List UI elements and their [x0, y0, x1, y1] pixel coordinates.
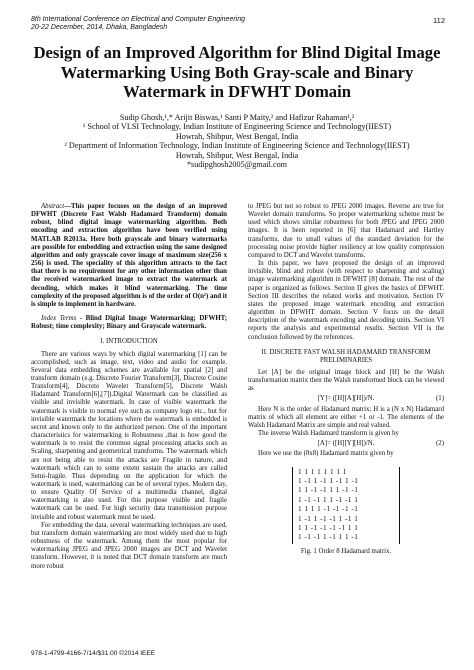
- hadamard-matrix: [292, 467, 400, 544]
- author-names: Sudip Ghosh,¹,* Arijit Biswas,¹ Santi P Maity,² and Hafizur Rahaman¹,²: [119, 113, 355, 122]
- abstract: [31, 203, 227, 309]
- matrix-row: 1 1 -1 -1 1 1 -1 -1: [298, 486, 359, 495]
- figure-caption: Fig. 1 Order 8 Hadamard matrix.: [300, 547, 392, 555]
- equation-1-text: [Y]= ([H][A][H])/N.: [317, 395, 375, 403]
- intro-paragraph-2: For embedding the data, several watermarking techniques are used, but transform domain watermarking are most widely used due to high robustness of the watermark. Among them the most popular for watermarking JPEG and JPEG 2000 images are DCT and Wavelet transform. However, it is noted that DCT domain transform are much more robust: [31, 521, 227, 570]
- section-1-heading: I. INTRODUCTION: [100, 338, 158, 346]
- author-block: [20, 113, 454, 169]
- index-terms: [31, 315, 227, 331]
- affiliation-2-location: Howrah, Shibpur, West Bengal, India: [175, 150, 299, 160]
- affiliation-1-location: Howrah, Shibpur, West Bengal, India: [175, 131, 299, 141]
- matrix-row: 1 -1 1 -1 -1 1 -1 1: [298, 514, 359, 523]
- conference-header: [31, 16, 245, 32]
- equation-2-text: [A]= ([H][Y][H])/N.: [317, 440, 375, 448]
- section-2-paragraph-1: Let [A] be the original image block and [H] be the Walsh transformation matrix then the Walsh transformed block can be viewed as: [248, 368, 444, 393]
- abstract-label: Abstract: [41, 203, 65, 210]
- page-number: 112: [433, 16, 445, 25]
- equation-2-number: (2): [436, 440, 444, 448]
- section-2-paragraph-2: Here N is the order of Hadamard matrix; H is a (N x N) Hadamard matrix of which all element are either +1 or -1. The elements of the Walsh Hadamard Matrix are simple and real valued.: [248, 405, 444, 429]
- conference-name: 8th International Conference on Electrical and Computer Engineering: [31, 16, 246, 23]
- left-column: [31, 203, 227, 571]
- index-terms-label: Index Terms: [41, 315, 77, 323]
- matrix-row: 1 -1 1 -1 1 -1 1 -1: [298, 476, 359, 485]
- author-email: *sudipghosh2005@gmail.com: [186, 160, 288, 170]
- index-terms-text: - Blind Digital Image Watermarking; DFWHT; Robust; time complexity; Binary and Grayscale watermark.: [31, 315, 227, 331]
- matrix-row: 1 1 1 1 -1 -1 -1 -1: [298, 505, 359, 514]
- right-paragraph-2: In this paper, we have proposed the design of an improved invisible, blind and robust (with respect to sharpening and scaling) image watermarking algorithm in DFWHT [8] domain. The rest of the paper is organized as follows. Section II gives the basics of DFWHT. Section III describes the related works and motivation. Section IV states the proposed image watermark encoding and extraction algorithm in DFWHT domain. Section V focus on the detail description of the watermark encoding and decoding units. Section VI reports the analysis and experimental results. Section VII is the conclusion followed by the references.: [248, 260, 444, 341]
- affiliation-1: ¹ School of VLSI Technology, Indian Institute of Engineering Science and Technology(IIEST): [82, 122, 392, 132]
- section-2-heading: II. DISCRETE FAST WALSH HADAMARD TRANSFORM PRELIMINARIES: [261, 348, 431, 364]
- intro-paragraph-1: There are various ways by which digital watermarking [1] can be accomplished, such as image, text, video and audio for example. Several data embedding schemes are available for spatial [2] and transform domain (e.g. Discrete Fourier Transform[3], Discrete Cosine Transform[4], Discrete Wavelet Transform[5], Discrete Walsh Hadamard Transform[6],[7]).Digital Watermark can be classified as visible and invisible watermark. In case of visible watermark the watermark is visible to normal eye such as company logo etc., but for invisible watermark the locations where the watermark is embedded is secret and known only to the authorized person. One of the important characteristics for watermarking is Robustness ,that is how good the watermark is to resist the common signal processing attacks such as Scaling, sharpening and geometrical transforms. The watermark which are not being able to resist the attacks are Fragile in nature, and watermark which can to some extent sustain the attacks are called Semi-fragile. Thus depending on the application for which the watermark is used, watermarking can be of several types. Modern day, to ensure Quality Of Service of a multimedia channel, digital watermarking is also used. For this purpose visible and fragile watermark can be used. For high security data transmission purpose invisible and robust watermark must be used.: [31, 350, 227, 521]
- affiliation-2: ² Department of Information Technology, Indian Institute of Engineering Science and Technology(IIEST): [64, 141, 410, 151]
- right-column: [248, 203, 444, 556]
- matrix-row: 1 -1 -1 1 1 -1 -1 1: [298, 495, 359, 504]
- matrix-row: 1 1 -1 -1 -1 -1 1 1: [298, 523, 359, 532]
- conference-date: 20-22 December, 2014, Dhaka, Bangladesh: [31, 24, 168, 31]
- abstract-text: —This paper focuses on the design of an improved DFWHT (Discrete Fast Walsh Hadamard Transform) domain robust, blind digital image watermarking algorithm. Both encoding and extraction algorithm have been verified using MATLAB R2013a. Here both grayscale and binary watermarks are possible for embedding and extraction using the same designed algorithm and only grayscale cover image of maximum size(256 x 256) is used. The speciality of this algorithm attracts to the fact that there is no requirement for any other information other than the received watermarked image to extract the watermark at decoding, which makes it blind watermarking. The time complexity of the proposed algorithm is of the order of O(n²) and it is simple to implement in hardware.: [31, 203, 227, 308]
- equation-2: [248, 440, 444, 448]
- copyright-footer: 978-1-4799-4166-7/14/$31.00 ©2014 IEEE: [31, 650, 156, 657]
- right-paragraph-1: to JPEG but not so robust to JPEG 2000 images. Reverse are true for Wavelet domain transforms. So proper watermarking scheme must be used which shows similar robustness for both JPEG and JPEG 2000 images. It is been reported in [6] that Hadamard and Hartley transforms, due to small values of the standard deviation for the processing noise provide higher resiliency at low quality compression compared to DCT and Wavelet transforms.: [248, 203, 444, 259]
- matrix-row: 1 -1 -1 1 -1 1 1 -1: [298, 533, 359, 542]
- equation-1-number: (1): [436, 395, 444, 403]
- paper-title: Design of an Improved Algorithm for Blind Digital Image Watermarking Using Both Gray-scale and Binary Watermark in DFWHT Domain: [33, 43, 441, 101]
- section-2-paragraph-4: Here we use the (8x8) Hadamard matrix given by: [258, 450, 394, 458]
- section-2-paragraph-3: The inverse Walsh Hadamard transform is given by: [258, 430, 399, 438]
- equation-1: [248, 395, 444, 403]
- matrix-row: 1 1 1 1 1 1 1 1: [298, 467, 347, 476]
